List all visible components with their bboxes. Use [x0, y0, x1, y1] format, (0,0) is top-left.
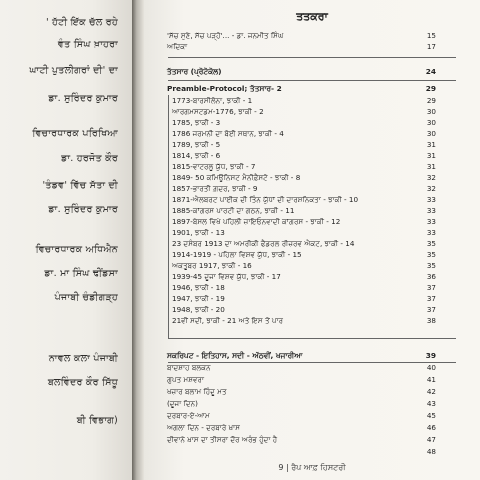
toc-entry [144, 250, 480, 260]
left-page-line: ਵਿਚਾਰਧਾਰਕ ਪਰਿਖਿਆ [32, 128, 118, 139]
toc-entry [144, 151, 480, 161]
toc-entry [144, 316, 480, 326]
toc-entry-title: ਦੀਵਾਨੇ ਖ਼ਾਸ ਦਾ ਤੀਸਰਾ ਦੌਰ ਅਰੰਭ ਹੁੰਦਾ ਹੈ [167, 435, 278, 444]
toc-section-heading [144, 351, 480, 361]
toc-entry-page: 31 [426, 162, 436, 171]
left-page-line: ਵੰਤ ਸਿੰਘ ਖ਼ਾਹਰਾ [57, 39, 118, 50]
page-footer: 9 | ਰੈਪ ਆਫ਼ ਹਿਸਟਰੀ [278, 463, 346, 472]
toc-entry-page: 43 [426, 399, 436, 408]
toc-entry-title: 1789, ਝਾਕੀ - 5 [172, 140, 221, 149]
toc-entry-title: 1885-ਕਾਂਗਰਸ ਪਾਰਟੀ ਦਾ ਗਠਨ, ਝਾਕੀ - 11 [172, 206, 295, 215]
toc-entry-page: 30 [426, 107, 436, 116]
toc-entry [144, 363, 480, 373]
toc-entry-page: 24 [425, 67, 436, 76]
toc-entry-page: 42 [426, 387, 436, 396]
toc-entry-page: 17 [426, 42, 436, 51]
toc-entry-title: 23 ਦਸੰਬਰ 1913 ਦਾ ਅਮਰੀਕੀ ਫੈਡਰਲ ਰੀਜ਼ਰਵ ਐਕਟ, ਝਾਕੀ - 14 [172, 239, 355, 248]
toc-entry-title: ਬਾਦਸ਼ਾਹ ਬਲਕਨ [167, 363, 211, 372]
toc-entry-page: 38 [426, 316, 436, 325]
section-rule [168, 80, 456, 81]
toc-entry-page: 32 [426, 173, 436, 182]
toc-entry-title: 1914-1919 - ਪਹਿਲਾ ਵਿਸ਼ਵ ਯੁੱਧ, ਝਾਕੀ - 15 [172, 250, 302, 259]
toc-entry [144, 447, 480, 457]
toc-entry [144, 239, 480, 249]
toc-entry-title: 1897-ਬੇਸਲ ਵਿਖੇ ਪਹਿਲੀ ਜ਼ਾਇਓਨਵਾਦੀ ਕਾਂਗਰਸ - ਝਾਕੀ - 12 [172, 217, 341, 226]
toc-entry [144, 411, 480, 421]
toc-entry-page: 29 [426, 96, 436, 105]
toc-entry-page: 37 [426, 305, 436, 314]
toc-entry-title: 1814, ਝਾਕੀ - 6 [172, 151, 221, 160]
toc-entry [144, 399, 480, 409]
toc-entry-title: 1857-ਭਾਰਤੀ ਗ਼ਦਰ, ਝਾਕੀ - 9 [172, 184, 258, 193]
toc-entry-page: 41 [426, 375, 436, 384]
toc-entry [144, 173, 480, 183]
toc-entry-title: ਅਗਲਾ ਦਿਨ - ਦਰਬਾਰੇ ਖ਼ਾਸ [167, 423, 241, 432]
toc-entry-page: 46 [426, 423, 436, 432]
toc-entry [144, 31, 480, 41]
left-page-line: ' ਹੱਟੀ ਇੱਕ ਚੱਲ ਰਹੇ [45, 17, 118, 28]
toc-entry [144, 228, 480, 238]
toc-entry-page: 31 [426, 151, 436, 160]
toc-entry-title: ਦਰਬਾਰ-ਏ-ਆਮ [167, 411, 210, 420]
toc-entry [144, 184, 480, 194]
toc-entry-page: 33 [426, 195, 436, 204]
left-page-line: ਨਾਵਲ ਕਲਾ ਪੰਜਾਬੀ [48, 353, 118, 364]
toc-entry [144, 423, 480, 433]
left-page-line: 'ਤੰਡਵ' ਵਿੱਚ ਸੱਤਾ ਦੀ [42, 180, 118, 191]
left-page-line: ਡਾ. ਹਰਜੋਤ ਕੌਰ [61, 153, 118, 164]
toc-entry [144, 96, 480, 106]
toc-entry-title: 1901, ਝਾਕੀ - 13 [172, 228, 225, 237]
toc-entry-title: ਅਕਤੂਬਰ 1917, ਝਾਕੀ - 16 [172, 261, 252, 270]
left-page-line: ਘਾਟੀ ਪੁਤਲੀਗਰਾਂ ਦੀ' ਦਾ [29, 65, 118, 76]
toc-entry-title: ਤੱਤਸਾਰ (ਪ੍ਰੋਟੋਕੋਲ) [167, 67, 222, 76]
toc-entry-page: 30 [426, 118, 436, 127]
toc-entry-title: 1946, ਝਾਕੀ - 18 [172, 283, 225, 292]
toc-entry-page: 48 [426, 447, 436, 456]
toc-entry-page: 33 [426, 206, 436, 215]
toc-entry-title: 1948, ਝਾਕੀ - 20 [172, 305, 225, 314]
toc-entry-page: 39 [425, 351, 436, 360]
toc-entry-page: 35 [426, 261, 436, 270]
left-page-line: ਡਾ. ਮਾ ਸਿੰਘ ਢੀਂਡਸਾ [44, 268, 118, 279]
toc-entry [144, 162, 480, 172]
toc-entry [144, 375, 480, 385]
toc-entry-page: 35 [426, 250, 436, 259]
left-page-line: ਡਾ. ਸੁਰਿੰਦਰ ਕੁਮਾਰ [48, 204, 118, 215]
toc-entry-page: 15 [426, 31, 436, 40]
toc-entry [144, 435, 480, 445]
toc-entry-page: 47 [426, 435, 436, 444]
toc-entry-page: 37 [426, 294, 436, 303]
left-page-line: ਡਾ. ਸੁਰਿੰਦਰ ਕੁਮਾਰ [48, 93, 118, 104]
toc-entry [144, 283, 480, 293]
toc-entry-title: 1786 ਜਰਮਨੀ ਦਾ ਬੋਈ ਸਥਾਨ, ਝਾਕੀ - 4 [172, 129, 284, 138]
toc-entry-title: Preamble-Protocol; ਤੱਤਸਾਰ- 2 [167, 84, 282, 93]
toc-entry [144, 305, 480, 315]
toc-entry-page: 32 [426, 184, 436, 193]
section-rule [168, 338, 456, 339]
toc-entry-page: 30 [426, 129, 436, 138]
toc-entry-title: ਗੁਪਤ ਮਸ਼ਵਰਾ [167, 375, 205, 384]
left-page-line: ਬੀ ਵਿਭਾਗ) [76, 415, 118, 426]
toc-entry-title: ਆਰਗਮਸਟਡਮ-1776, ਝਾਕੀ - 2 [172, 107, 264, 116]
toc-entry [144, 140, 480, 150]
toc-entry-page: 37 [426, 283, 436, 292]
left-page-line: ਪੰਜਾਬੀ ਚੰਡੀਗੜ੍ਹ [54, 292, 118, 303]
toc-section-heading [144, 67, 480, 77]
toc-entry [144, 217, 480, 227]
toc-entry-page: 33 [426, 228, 436, 237]
toc-section-heading [144, 84, 480, 94]
toc-entry-page: 45 [426, 411, 436, 420]
toc-entry [144, 261, 480, 271]
toc-entry [144, 118, 480, 128]
section-rule [168, 57, 456, 58]
toc-entry-page: 31 [426, 140, 436, 149]
toc-entry-page: 33 [426, 217, 436, 226]
toc-entry-title: 'ਸੱਚ ਸੁਣੇ, ਸੱਚ ਪੜ੍ਹੋ'... - ਡਾ. ਜਨਮੀਤ ਸਿੰਘ [167, 31, 284, 40]
toc-entry [144, 42, 480, 52]
left-page [0, 0, 132, 480]
toc-title: ਤਤਕਰਾ [296, 10, 328, 23]
toc-entry-page: 29 [425, 84, 436, 93]
toc-entry-title: ਖਜ਼ਾਰ ਬਲਾਮ ਹਿੰਦੂ ਮਤ [167, 387, 227, 396]
toc-entry [144, 272, 480, 282]
toc-entry [144, 294, 480, 304]
toc-entry [144, 107, 480, 117]
right-page [144, 0, 480, 480]
left-page-line: ਵਿਚਾਰਧਾਰਕ ਅਧਿਐਨ [35, 244, 118, 255]
toc-entry-title: (ਦੂਜਾ ਦਿਨ) [167, 399, 198, 408]
toc-entry-page: 40 [426, 363, 436, 372]
toc-entry [144, 129, 480, 139]
toc-entry-title: 1849- 50 ਕਮਿਊਨਿਸਟ ਮੈਨੀਫ਼ੈਸਟੋ - ਝਾਕੀ - 8 [172, 173, 301, 182]
toc-entry-title: 1871-ਐਲਬਰਟ ਪਾਈਕ ਦੀ ਤਿੰਨ ਯੁੱਧਾਂ ਦੀ ਦਾਰਸ਼ਨਿਕਤਾ - ਝਾਕੀ - 10 [172, 195, 359, 204]
toc-entry-title: 1939-45 ਦੂਜਾ ਵਿਸ਼ਵ ਯੁੱਧ, ਝਾਕੀ - 17 [172, 272, 281, 281]
left-page-line: ਬਲਵਿੰਦਰ ਕੌਰ ਸਿੱਧੂ [47, 377, 118, 388]
toc-entry [144, 195, 480, 205]
toc-entry [144, 387, 480, 397]
toc-entry-page: 36 [426, 272, 436, 281]
toc-entry-title: 21ਵੀਂ ਸਦੀ, ਝਾਕੀ - 21 ਅਤੇ ਇਸ ਤੋਂ ਪਾਰ [172, 316, 284, 325]
toc-entry-title: ਅਦਿਕਾ [167, 42, 188, 51]
toc-entry-title: 1947, ਝਾਕੀ - 19 [172, 294, 225, 303]
toc-entry-title: ਸਕਰਿਪਟ - ਇਤਿਹਾਸ, ਸਦੀ - ਅੱਠਵੀਂ, ਖਜਾਰੀਆ [167, 351, 303, 360]
toc-entry-page: 35 [426, 239, 436, 248]
book-gutter [132, 0, 144, 480]
toc-entry-title: 1773-ਬਾਰਸੀਲੋਨਾ, ਝਾਕੀ - 1 [172, 96, 253, 105]
toc-entry-title: 1815-ਵਾਟਰਲੂ ਯੁੱਧ, ਝਾਕੀ - 7 [172, 162, 256, 171]
toc-entry-title: 1785, ਝਾਕੀ - 3 [172, 118, 221, 127]
toc-entry [144, 206, 480, 216]
